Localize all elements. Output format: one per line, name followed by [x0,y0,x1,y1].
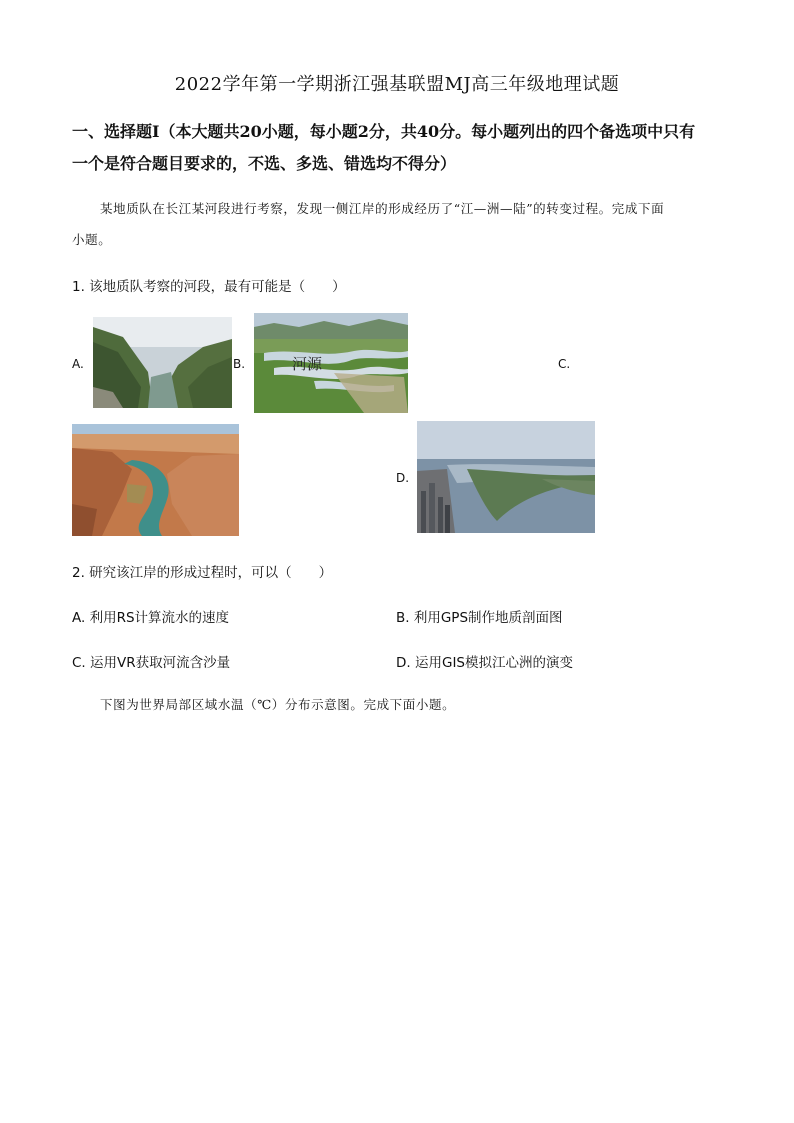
exam-title: 2022学年第一学期浙江强基联盟MJ高三年级地理试题 [174,74,620,95]
question-2-option-d: D. 运用GIS模拟江心洲的演变 [396,655,573,671]
question-1-stem: 1. 该地质队考察的河段，最有可能是（ ） [72,279,346,295]
photo-meandering-headwaters [254,313,408,413]
section-heading-line2: 一个是符合题目要求的，不选、多选、错选均不得分） [72,154,457,173]
intro-paragraph-1-line1: 某地质队在长江某河段进行考察，发现一侧江岸的形成经历了“江—洲—陆”的转变过程。完成下面 [100,201,665,216]
intro-paragraph-1-line2: 小题。 [72,232,112,247]
photo-canyon-river [72,424,239,536]
option-b-label: B. [233,357,246,371]
section-heading-line1: 一、选择题Ⅰ（本大题共20小题，每小题2分，共40分。每小题列出的四个备选项中只有 [72,122,696,141]
question-2-option-b: B. 利用GPS制作地质剖面图 [396,610,563,626]
question-2-stem: 2. 研究该江岸的形成过程时，可以（ ） [72,565,333,581]
photo-b-caption: 河源 [292,355,323,373]
option-a-label: A. [72,357,84,371]
question-2-option-c: C. 运用VR获取河流含沙量 [72,655,231,671]
option-d-label: D. [396,471,410,485]
photo-city-river-island [417,421,595,533]
section-heading [72,116,732,180]
intro-paragraph-2: 下图为世界局部区域水温（℃）分布示意图。完成下面小题。 [100,697,456,712]
question-2-option-a: A. 利用RS计算流水的速度 [72,610,230,626]
option-c-label: C. [558,357,571,371]
photo-gorge-river [93,317,232,408]
